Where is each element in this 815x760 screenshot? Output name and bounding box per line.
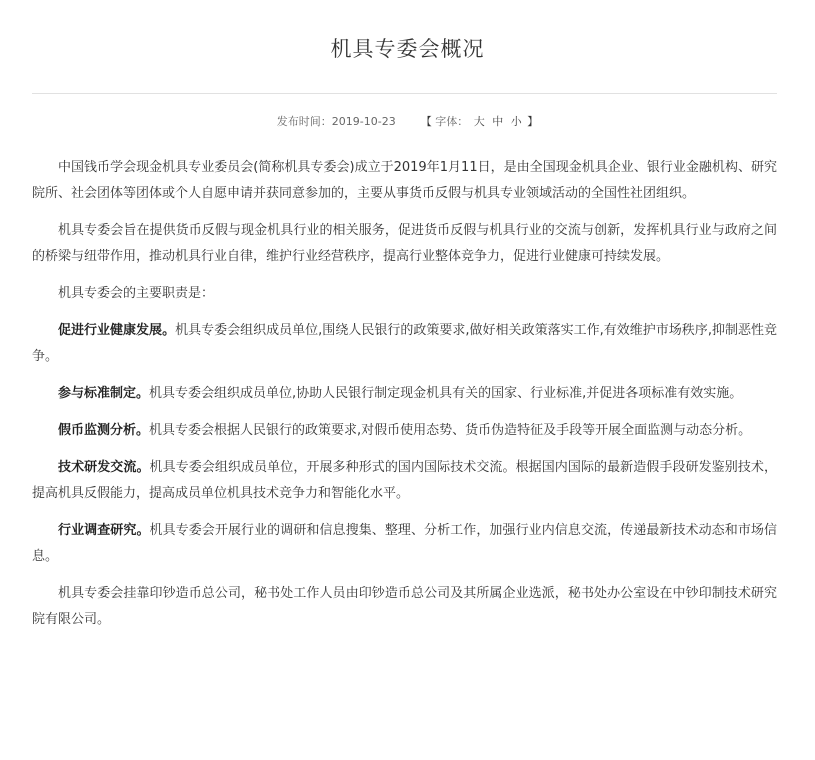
font-bracket-open: 【 bbox=[420, 115, 432, 128]
article-body bbox=[32, 155, 777, 644]
paragraph-text: 机具专委会根据人民银行的政策要求,对假币使用态势、货币伪造特征及手段等开展全面监测与动态分析。 bbox=[149, 423, 752, 438]
paragraph-text: 机具专委会旨在提供货币反假与现金机具行业的相关服务，促进货币反假与机具行业的交流与创新，发挥机具行业与政府之间的桥梁与纽带作用，推动机具行业自律，维护行业经营秩序，提高行业整体竞争力，促进行业健康可持续发展。 bbox=[32, 223, 777, 264]
paragraph-text: 机具专委会组织成员单位,协助人民银行制定现金机具有关的国家、行业标准,并促进各项标准有效实施。 bbox=[149, 386, 743, 401]
article-paragraph bbox=[32, 518, 777, 570]
paragraph-lead: 参与标准制定。 bbox=[58, 386, 150, 401]
paragraph-lead: 假币监测分析。 bbox=[58, 423, 150, 438]
paragraph-lead: 促进行业健康发展。 bbox=[58, 323, 176, 338]
paragraph-text: 中国钱币学会现金机具专业委员会(简称机具专委会)成立于2019年1月11日，是由全国现金机具企业、银行业金融机构、研究院所、社会团体等团体或个人自愿申请并获同意参加的，主要从事货币反假与机具专业领域活动的全国性社团组织。 bbox=[32, 160, 777, 201]
page-title: 机具专委会概况 bbox=[330, 37, 485, 61]
paragraph-text: 机具专委会的主要职责是： bbox=[58, 286, 215, 301]
font-size-medium-link[interactable]: 中 bbox=[492, 115, 504, 128]
article-paragraph bbox=[32, 318, 777, 370]
paragraph-lead: 技术研发交流。 bbox=[58, 460, 150, 475]
font-bracket-close: 】 bbox=[527, 115, 539, 128]
publish-label: 发布时间： bbox=[276, 115, 332, 128]
font-size-small-link[interactable]: 小 bbox=[510, 115, 522, 128]
paragraph-text: 机具专委会组织成员单位，开展多种形式的国内国际技术交流。根据国内国际的最新造假手段研发鉴别技术，提高机具反假能力，提高成员单位机具技术竞争力和智能化水平。 bbox=[32, 460, 777, 501]
paragraph-text: 机具专委会组织成员单位,围绕人民银行的政策要求,做好相关政策落实工作,有效维护市场秩序,抑制恶性竞争。 bbox=[32, 323, 777, 364]
paragraph-text: 机具专委会开展行业的调研和信息搜集、整理、分析工作，加强行业内信息交流，传递最新技术动态和市场信息。 bbox=[32, 523, 777, 564]
font-size-label: 字体： bbox=[435, 115, 469, 128]
article-meta bbox=[0, 113, 815, 129]
article-paragraph bbox=[32, 581, 777, 633]
font-size-large-link[interactable]: 大 bbox=[473, 115, 485, 128]
paragraph-lead: 行业调查研究。 bbox=[58, 523, 150, 538]
article-paragraph bbox=[32, 155, 777, 207]
article-paragraph bbox=[32, 218, 777, 270]
paragraph-text: 机具专委会挂靠印钞造币总公司，秘书处工作人员由印钞造币总公司及其所属企业选派，秘书处办公室设在中钞印制技术研究院有限公司。 bbox=[32, 586, 777, 627]
article-paragraph bbox=[32, 455, 777, 507]
article-paragraph bbox=[32, 281, 777, 307]
publish-date: 2019-10-23 bbox=[331, 115, 396, 128]
title-divider bbox=[32, 93, 777, 94]
article-paragraph bbox=[32, 381, 777, 407]
article-paragraph bbox=[32, 418, 777, 444]
